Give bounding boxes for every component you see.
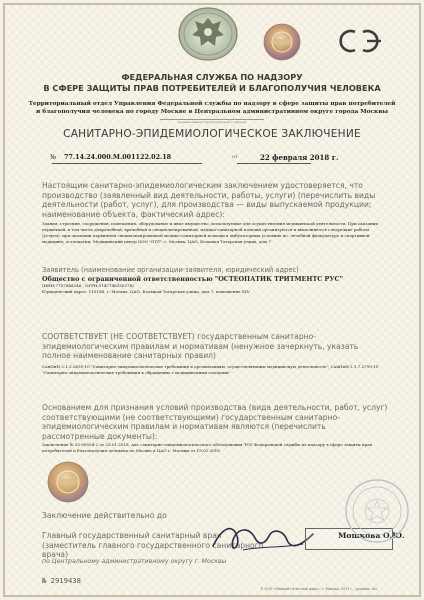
applicant-block [42,276,388,295]
certificate-number: 77.14.24.000.М.001122.02.18 [64,153,172,161]
department-caption: (наименование территориального органа) [160,119,264,124]
intro-text: Настоящим санитарно-эпидемиологическим заключением удостоверяется, что производство (заявленный вид деятельности, работы, услуги) (перечислить виды деятельности (работ, услуг), для производства — виды выпускаемой продукции; наименование объекта, фактический адрес): [42,181,376,219]
applicant-address: Юридический адрес: 115184, г. Москва, ЦАО, Большая Татарская улица, дом 7, помещение XLV [42,289,250,295]
certificate-date: 22 февраля 2018 г. [260,153,339,162]
sanitary-rules: СанПиН 2.1.3.2630-10 "Санитарно-эпидемиологические требования к организациям, осуществляющим медицинскую деятельность"; СанПиН 2.1.7.2790-10 "Санитарно-эпидемиологические требования к обращению с медицинскими отходами" [42,364,379,376]
basis-documents: Заключение № 23-00504-2 от 25.01.2018, Акт санитарно-эпидемиологического обследования ТОУ Федеральной службы по надзору в сфере защиты прав потребителей и благополучия человека по Москве в ЦАО г. Москвы от 19.02.2018 [42,442,372,454]
department-name: Территориальный отдел Управления Федеральной службы по надзору в сфере защиты прав потребителей и благополучия человека по городу Москве в Центральном административном округе города Москвы [28,101,396,115]
state-emblem-icon [177,6,239,62]
date-label: от [232,154,238,160]
signer-name: Мошкова О.Ю. [338,531,405,540]
document-title: САНИТАРНО-ЭПИДЕМИОЛОГИЧЕСКОЕ ЗАКЛЮЧЕНИЕ [63,128,361,140]
official-stamp-icon [344,478,410,544]
basis-text: Основанием для признания условий производства (вида деятельности, работ, услуг) соответствующими (не соответствующими) государственным санитарно-эпидемиологическим правилам и нормативам являются (перечислить рассмотренные документы): [42,403,388,441]
conformity-text: СООТВЕТСТВУЕТ (НЕ СООТВЕТСТВУЕТ) государственным санитарно-эпидемиологическим правилам и нормативам (ненужное зачеркнуть, указать полное наименование санитарных правил) [42,332,359,361]
chief-title: Главный государственный санитарный врач (заместитель главного государственного санитарного врача) [42,531,264,560]
date-underline [237,163,311,164]
number-label: № [50,153,57,161]
applicant-label: Заявитель (наименование организации-заявителя, юридический адрес) [42,266,299,274]
hologram-sticker-icon [46,460,90,504]
applicant-ids: (ИНН:7707848246 , ОГРН:5147746350278) [42,283,134,289]
agency-name: ФЕДЕРАЛЬНАЯ СЛУЖБА ПО НАДЗОРУ В СФЕРЕ ЗАЩИТЫ ПРАВ ПОТРЕБИТЕЛЕЙ И БЛАГОПОЛУЧИЯ ЧЕЛОВЕКА [43,72,381,93]
hologram-seal-icon [262,22,302,62]
number-underline [52,163,202,164]
form-serial-number: № 2919438 [42,576,81,585]
applicant-name: Общество с ограниченной ответственностью "ОСТЕОПАТИК ТРИТМЕНТС РУС" [42,275,343,283]
activity-description: Здания, строения, сооружения, помещения, оборудование и иное имущество, используемые для осуществления медицинской деятельности. При оказании первичной, в том числе доврачебной, врачебной и специализированной, медико-санитарной помощи организуются и выполняются следующие работы (услуги): при оказании первичной специализированной медико-санитарной помощи в амбулаторных условиях по: лечебной физкультуре и спортивной медицине; остеопатии; Медицинский центр ООО "ОТР"; г. Москва, ЦАО, Большая Татарская улица, дом 7 [42,221,379,245]
chief-district: по Центральному административному округу г. Москвы [42,558,227,565]
validity-label: Заключение действительно до [42,511,167,520]
sanitary-epid-logo-icon [333,26,389,56]
printer-imprint: © ООО «Первый печатный двор», г. Москва, 2017 г., уровень «В» [260,587,378,591]
